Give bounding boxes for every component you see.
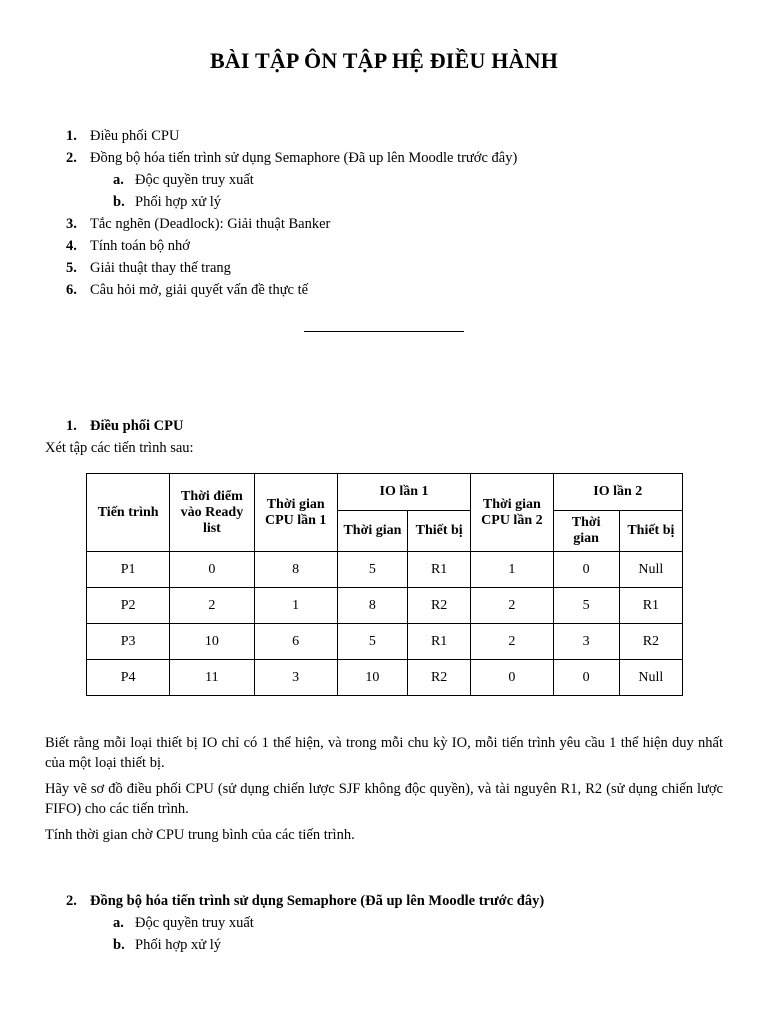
table-cell: 3 xyxy=(254,660,337,696)
section-title: Điều phối CPU xyxy=(90,418,184,434)
table-cell: R2 xyxy=(619,624,682,660)
table-row xyxy=(87,660,683,696)
section-number: 2. xyxy=(66,893,77,909)
item-label: Độc quyền truy xuất xyxy=(135,915,254,931)
table-cell: R1 xyxy=(408,552,471,588)
header-cpu2: Thời gian CPU lần 2 xyxy=(471,474,553,552)
header-io2-device: Thiết bị xyxy=(619,511,682,552)
table-cell: 1 xyxy=(254,588,337,624)
toc-number: a. xyxy=(113,172,124,188)
toc-number: b. xyxy=(113,194,125,210)
item-label: Phối hợp xử lý xyxy=(135,937,222,953)
toc-number: 3. xyxy=(66,216,77,232)
section-1-paragraph: Hãy vẽ sơ đồ điều phối CPU (sử dụng chiến lược SJF không độc quyền), và tài nguyên R1, R2 (sử dụng chiến lược FIFO) cho các tiến trình. xyxy=(45,781,723,817)
table-cell: 5 xyxy=(337,552,407,588)
toc-label: Điều phối CPU xyxy=(90,128,180,144)
header-process: Tiến trình xyxy=(87,474,170,552)
section-2-item xyxy=(113,937,221,954)
table-cell: Null xyxy=(619,660,682,696)
header-io2-time: Thời gian xyxy=(553,511,619,552)
table-cell: 2 xyxy=(471,624,553,660)
section-2-heading xyxy=(66,893,544,910)
table-cell: 8 xyxy=(254,552,337,588)
document-title: BÀI TẬP ÔN TẬP HỆ ĐIỀU HÀNH xyxy=(209,48,559,73)
toc-item xyxy=(66,214,330,234)
header-cpu1: Thời gian CPU lần 1 xyxy=(254,474,337,552)
table-cell: 0 xyxy=(553,660,619,696)
table-cell: 3 xyxy=(553,624,619,660)
toc-subitem xyxy=(113,192,221,212)
section-1-paragraph: Tính thời gian chờ CPU trung bình của các tiến trình. xyxy=(45,827,355,843)
toc-label: Tắc nghẽn (Deadlock): Giải thuật Banker xyxy=(90,216,331,232)
table-cell: R2 xyxy=(408,660,471,696)
table-cell: 10 xyxy=(337,660,407,696)
header-io2: IO lần 2 xyxy=(553,474,682,511)
table-cell: 11 xyxy=(170,660,254,696)
table-cell: 5 xyxy=(337,624,407,660)
toc-label: Câu hỏi mở, giải quyết vấn đề thực tế xyxy=(90,282,309,298)
table-cell: 1 xyxy=(471,552,553,588)
table-row xyxy=(87,552,683,588)
process-table xyxy=(86,473,683,696)
toc-item xyxy=(66,236,190,256)
toc-number: 1. xyxy=(66,128,77,144)
table-cell: 0 xyxy=(553,552,619,588)
header-arrival: Thời điểm vào Ready list xyxy=(170,474,254,552)
item-number: b. xyxy=(113,937,125,953)
toc-item xyxy=(66,280,308,300)
item-number: a. xyxy=(113,915,124,931)
section-number: 1. xyxy=(66,418,77,434)
header-io1: IO lần 1 xyxy=(337,474,470,511)
toc-subitem xyxy=(113,170,254,190)
section-2-item xyxy=(113,915,254,932)
toc-number: 5. xyxy=(66,260,77,276)
table-cell: P1 xyxy=(87,552,170,588)
toc-label: Đồng bộ hóa tiến trình sử dụng Semaphore (Đã up lên Moodle trước đây) xyxy=(90,150,518,166)
toc-number: 2. xyxy=(66,150,77,166)
toc-item xyxy=(66,148,517,168)
section-1-paragraph: Biết rằng mỗi loại thiết bị IO chỉ có 1 thể hiện, và trong mỗi chu kỳ IO, mỗi tiến trình yêu cầu 1 thể hiện duy nhất của một loại thiết bị. xyxy=(45,735,723,771)
toc-label: Tính toán bộ nhớ xyxy=(90,238,190,254)
toc-number: 4. xyxy=(66,238,77,254)
table-cell: Null xyxy=(619,552,682,588)
table-cell: 0 xyxy=(471,660,553,696)
table-row xyxy=(87,624,683,660)
separator-line xyxy=(304,331,464,332)
table-cell: P3 xyxy=(87,624,170,660)
table-row xyxy=(87,588,683,624)
table-cell: 10 xyxy=(170,624,254,660)
table-cell: R1 xyxy=(408,624,471,660)
table-cell: P2 xyxy=(87,588,170,624)
table-cell: 6 xyxy=(254,624,337,660)
section-1-intro: Xét tập các tiến trình sau: xyxy=(45,440,194,456)
header-io1-time: Thời gian xyxy=(337,511,407,552)
toc-item xyxy=(66,126,179,146)
table-cell: 2 xyxy=(471,588,553,624)
table-cell: P4 xyxy=(87,660,170,696)
section-title: Đồng bộ hóa tiến trình sử dụng Semaphore (Đã up lên Moodle trước đây) xyxy=(90,893,545,909)
table-cell: R1 xyxy=(619,588,682,624)
toc-label: Giải thuật thay thế trang xyxy=(90,260,231,276)
table-cell: 0 xyxy=(170,552,254,588)
section-1-heading xyxy=(66,418,183,435)
header-io1-device: Thiết bị xyxy=(408,511,471,552)
toc-label: Phối hợp xử lý xyxy=(135,194,222,210)
toc-label: Độc quyền truy xuất xyxy=(135,172,254,188)
toc-item xyxy=(66,258,231,278)
table-cell: R2 xyxy=(408,588,471,624)
table-cell: 5 xyxy=(553,588,619,624)
table-cell: 2 xyxy=(170,588,254,624)
table-cell: 8 xyxy=(337,588,407,624)
toc-number: 6. xyxy=(66,282,77,298)
